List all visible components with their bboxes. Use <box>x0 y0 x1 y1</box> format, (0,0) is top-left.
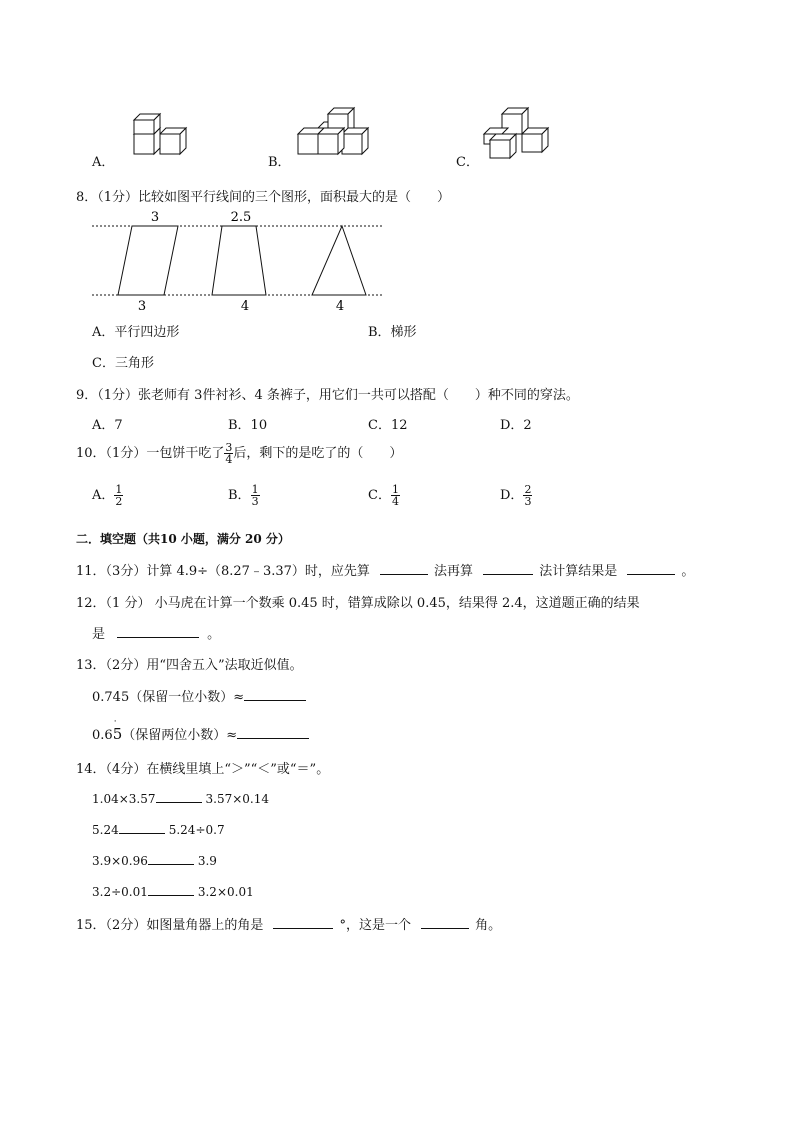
q7-option-b-label: B． <box>268 155 291 170</box>
cube-stack-figure-c-icon <box>482 108 552 160</box>
triangle-shape <box>312 226 366 295</box>
q10-stem-before: 10．（1分）一包饼干吃了 <box>76 446 225 461</box>
q14-blank-3[interactable] <box>148 852 194 865</box>
q10-option-c[interactable]: C． $\frac{1}{4}$ <box>368 483 399 508</box>
q14-blank-2[interactable] <box>119 821 165 834</box>
q14-item-2: 5.24 5.24÷0.7 <box>92 823 225 837</box>
q8-option-c[interactable]: C．三角形 <box>92 356 154 371</box>
q9-option-c[interactable]: C．12 <box>368 418 408 433</box>
q15-blank-2[interactable] <box>421 916 469 929</box>
q14-item-3: 3.9×0.96 3.9 <box>92 854 217 868</box>
parallelogram-bottom-label: 3 <box>137 299 147 314</box>
q10-option-b[interactable]: B． $\frac{1}{3}$ <box>228 483 259 508</box>
q12-line-1: 12．（1 分） 小马虎在计算一个数乘 0.45 时，错算成除以 0.45，结果得 2.4，这道题正确的结果 <box>76 596 640 611</box>
triangle-bottom-label: 4 <box>335 299 345 314</box>
q10-stem-after: 后，剩下的是吃了的（ ） <box>233 446 403 461</box>
q8-option-b[interactable]: B．梯形 <box>368 325 417 340</box>
q11-blank-2[interactable] <box>483 562 533 575</box>
q13-stem: 13．（2分）用“四舍五入”法取近似值。 <box>76 658 303 673</box>
q13-item-a: 0.745（保留一位小数）≈ <box>92 686 306 705</box>
q10-stem-fraction: $\frac{3}{4}$ <box>225 441 233 466</box>
q11-line: 11．（3分）计算 4.9÷（8.27﹣3.37）时，应先算 法再算 法计算结果是 。 <box>76 564 695 579</box>
q8-option-a[interactable]: A．平行四边形 <box>92 325 180 340</box>
q14-blank-1[interactable] <box>156 790 202 803</box>
parallelogram-top-label: 3 <box>150 210 160 225</box>
q11-blank-3[interactable] <box>627 562 675 575</box>
q10-stem <box>76 442 402 465</box>
q13-blank-b[interactable] <box>237 726 309 739</box>
q11-blank-1[interactable] <box>380 562 428 575</box>
q10-option-a[interactable]: A． $\frac{1}{2}$ <box>92 483 123 508</box>
q9-option-b[interactable]: B．10 <box>228 418 268 433</box>
parallelogram-shape <box>118 226 178 295</box>
q9-stem: 9．（1分）张老师有 3件衬衫、4 条裤子，用它们一共可以搭配（ ）种不同的穿法。 <box>76 388 579 403</box>
cube-stack-figure-a-icon <box>118 114 192 160</box>
trapezoid-shape <box>212 226 266 295</box>
q8-stem: 8．（1分）比较如图平行线间的三个图形，面积最大的是（ ） <box>76 190 451 205</box>
q14-blank-4[interactable] <box>148 883 194 896</box>
parallel-lines-figure <box>92 206 392 316</box>
q9-option-d[interactable]: D．2 <box>500 418 532 433</box>
q7-option-c-label: C． <box>456 155 479 170</box>
section-2-title: 二．填空题（共10 小题，满分 20 分） <box>76 532 290 546</box>
q13-blank-a[interactable] <box>244 688 306 701</box>
trapezoid-top-label: 2.5 <box>230 210 252 225</box>
q7-option-a-label: A． <box>92 155 115 170</box>
q15-blank-1[interactable] <box>273 916 333 929</box>
q12-blank[interactable] <box>117 625 199 638</box>
q10-option-d[interactable]: D． $\frac{2}{3}$ <box>500 483 532 508</box>
q14-item-1: 1.04×3.57 3.57×0.14 <box>92 792 269 806</box>
trapezoid-bottom-label: 4 <box>240 299 250 314</box>
cube-stack-figure-b-icon <box>294 108 378 160</box>
q9-option-a[interactable]: A．7 <box>92 418 123 433</box>
q13-item-b: 0.6 · 5（保留两位小数）≈ <box>92 724 309 743</box>
q12-line-2: 是 。 <box>92 627 221 642</box>
q15-line: 15．（2分）如图量角器上的角是 °，这是一个 角。 <box>76 918 502 933</box>
repeating-decimal-5: · 5 <box>112 717 123 743</box>
q14-item-4: 3.2÷0.01 3.2×0.01 <box>92 885 254 899</box>
q14-stem: 14．（4分）在横线里填上“＞”“＜”或“＝”。 <box>76 762 330 777</box>
